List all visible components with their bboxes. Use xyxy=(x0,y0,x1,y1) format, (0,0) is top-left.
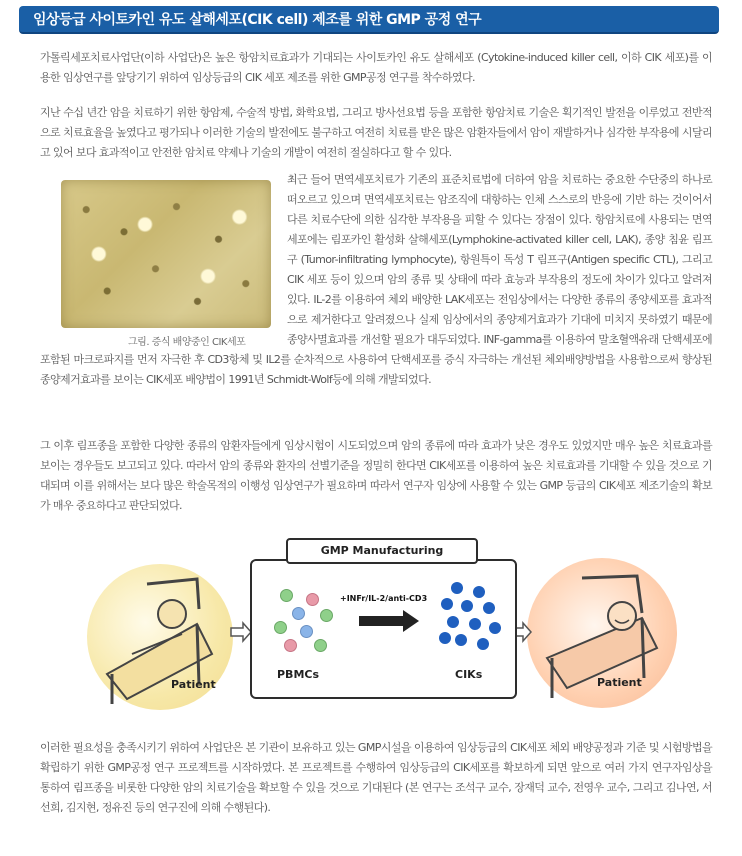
treatment-label: +INFr/IL-2/anti-CD3 xyxy=(340,594,428,603)
figure-caption: 그림. 증식 배양중인 CIK세포 xyxy=(128,337,246,348)
pbmc-cell xyxy=(320,609,333,622)
pbmc-cell xyxy=(274,621,287,634)
cik-cluster xyxy=(439,582,505,662)
cik-cell xyxy=(461,600,473,612)
paragraph-immunotherapy: 최근 들어 면역세포치료가 기존의 표준치료법에 더하여 암을 치료하는 중요한 수단중의 하나로 떠오르고 있으며 면역세포치료는 암조직에 대항하는 인체 스스로의 반응에 기반 하는 것이어서 다른 치료수단에 의한 심각한 부작용을 피할 수 있다는 장점이 있다. 항암치료에 사용되는 면역세포에는 림포카인 활성화 살해세포(Lymphokine-activated killer cell, LAK), 종양 침윤 림프구 (Tumor-infiltrating lymphocyte), 항원특이 독성 T 림프구(Antigen specific CTL), 그리고 CIK 세포 등이 있으며 암의 종류 및 상태에 따라 효능과 부작용의 정도에 차이가 있다고 알려져 있다. IL-2를 이용하여 체외 배양한 LAK세포는 전임상에서는 다양한 종류의 종양세포를 효과적으로 제거한다고 알려졌으나 실제 임상에서의 종양제거효과가 기대에 미치지 못하였기 때문에 종양사멸효과를 개선할 필요가 대두되었다. INF-gamma를 이용하여 말초혈액유래 단핵세포에 포함된 마크로파지를 먼저 자극한 후 CD3항체 및 IL2를 순차적으로 사용하여 단핵세포를 증식 자극하는 개선된 체외배양방법을 사용함으로써 향상된 종양제거효과를 보이는 CIK세포 배양법이 1991년 Schmidt-Wolf등에 의해 개발되었다. xyxy=(40,173,712,386)
cik-cell xyxy=(469,618,481,630)
cik-cell xyxy=(489,622,501,634)
cik-cell xyxy=(473,586,485,598)
cik-cell xyxy=(447,616,459,628)
cik-cell xyxy=(451,582,463,594)
patient-right-label: Patient xyxy=(597,676,642,689)
pbmc-cell xyxy=(300,625,313,638)
paragraph-intro: 가톨릭세포치료사업단(이하 사업단)은 높은 항암치료효과가 기대되는 사이토카인 유도 살해세포 (Cytokine-induced killer cell, 이하 CIK 세포)를 이용한 임상연구를 앞당기기 위하여 임상등급의 CIK 세포 제조를 위한 GMP공정 연구를 착수하였다. xyxy=(40,51,712,84)
gmp-manufacturing-label: GMP Manufacturing xyxy=(286,538,478,564)
page-title: 임상등급 사이토카인 유도 살해세포(CIK cell) 제조를 위한 GMP 공정 연구 xyxy=(33,12,482,28)
pbmc-cluster xyxy=(270,587,340,662)
patient-left-label: Patient xyxy=(171,678,216,691)
pbmc-cell xyxy=(314,639,327,652)
pbmc-cell xyxy=(280,589,293,602)
pbmc-cell xyxy=(284,639,297,652)
paragraph-background: 지난 수십 년간 암을 치료하기 위한 항암제, 수술적 방법, 화학요법, 그리고 방사선요법 등을 포함한 항암치료 기술은 획기적인 발전을 이루었고 전반적으로 치료효율을 높였다고 평가되나 이러한 기술의 발전에도 불구하고 여전히 치료를 받은 많은 암환자들에서 암이 재발하거나 심각한 부작용에 시달리고 있어 보다 효과적이고 안전한 암치료 약제나 기술의 개발이 여전히 절실하다고 할 수 있다. xyxy=(40,106,712,159)
paragraph-immunotherapy-wrap xyxy=(40,170,712,420)
cik-cell xyxy=(483,602,495,614)
pbmc-cell xyxy=(292,607,305,620)
gmp-process-diagram xyxy=(87,532,677,712)
pbmc-label: PBMCs xyxy=(277,668,320,681)
cik-cell xyxy=(439,632,451,644)
paragraph-clinical: 그 이후 림프종을 포함한 다양한 종류의 암환자들에게 임상시험이 시도되었으며 암의 종류에 따라 효과가 낮은 경우도 있었지만 매우 높은 치료효과를 보이는 경우들도 보고되고 있다. 따라서 암의 종류와 환자의 선별기준을 정밀히 한다면 CIK세포를 이용하여 높은 치료효과를 기대할 수 있을 것으로 기대되며 이를 위해서는 보다 많은 학술목적의 이행성 임상연구가 필요하며 따라서 연구자 임상에 사용할 수 있는 GMP 등급의 CIK세포 제조기술의 확보가 매우 중요하다고 판단되었다. xyxy=(40,439,712,512)
process-arrow-icon xyxy=(359,608,421,634)
paragraph-conclusion: 이러한 필요성을 충족시키기 위하여 사업단은 본 기관이 보유하고 있는 GMP시설을 이용하여 임상등급의 CIK세포 체외 배양공정과 기준 및 시험방법을 확립하기 위한 GMP공정 연구 프로젝트를 시작하였다. 본 프로젝트를 수행하여 임상등급의 CIK세포를 확보하게 되면 앞으로 여러 가지 연구자임상을 통하여 림프종을 비롯한 다양한 암의 치료기술을 확보할 수 있을 것으로 기대된다 (본 연구는 조석구 교수, 장재덕 교수, 전영우 교수, 그리고 김나연, 서선희, 김지현, 정유진 등의 연구진에 의해 수행된다). xyxy=(40,741,712,814)
cik-cell xyxy=(477,638,489,650)
cik-cell xyxy=(441,598,453,610)
cik-cell xyxy=(455,634,467,646)
pbmc-cell xyxy=(306,593,319,606)
cik-label: CIKs xyxy=(455,668,483,681)
title-banner xyxy=(19,6,719,34)
